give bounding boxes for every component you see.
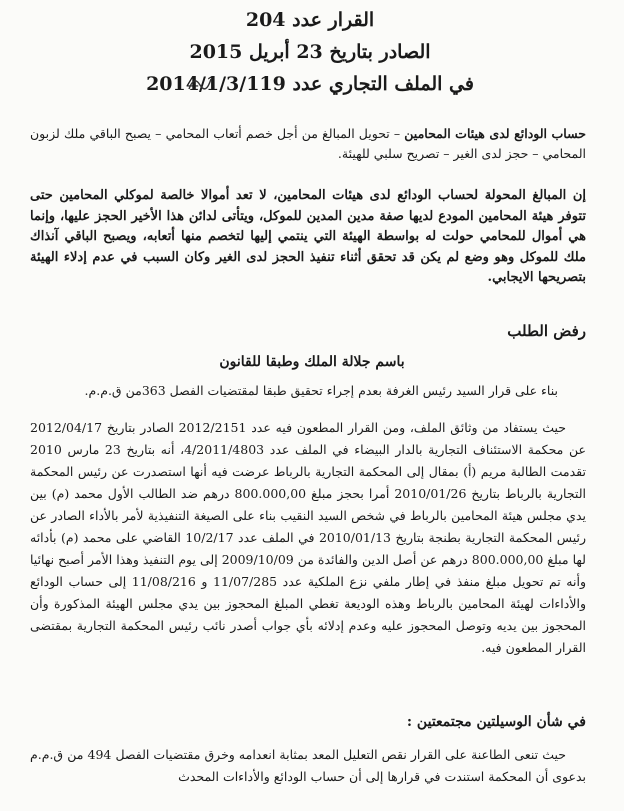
decision-date: الصادر بتاريخ 23 أبريل 2015 xyxy=(189,41,431,63)
case-number: في الملف التجاري عدد 2014/1/3/119 xyxy=(146,73,474,95)
summary-keywords xyxy=(30,124,586,164)
summary-bold: حساب الودائع لدى هيئات المحامين xyxy=(404,126,586,141)
paragraph-1: بناء على قرار السيد رئيس الغرفة بعدم إجراء تحقيق طبقا لمقتضيات الفصل 363من ق.م.م. xyxy=(84,383,558,398)
summary-rest: – تحويل المبالغ من أجل خصم أتعاب المحامي – يصبح الباقي ملك لزبون المحامي – حجز لدى الغير – تصريح سلبي للهيئة. xyxy=(30,126,586,161)
paragraph-3: حيث تنعى الطاعنة على القرار نقص التعليل المعد بمثابة انعدامه وخرق مقتضيات الفصل 494 من ق.م.م بدعوى أن المحكمة استندت في قرارها إلى أن حساب الودائع والأداءات المحدث xyxy=(30,747,586,784)
handwritten-mark-icon xyxy=(186,71,214,97)
decision-outcome: رفض الطلب xyxy=(507,322,586,340)
royal-invocation: باسم جلالة الملك وطبقا للقانون xyxy=(219,354,405,370)
decision-number: القرار عدد 204 xyxy=(245,9,375,31)
paragraph-2: حيث يستفاد من وثائق الملف، ومن القرار المطعون فيه عدد 2012/2151 الصادر بتاريخ 2012/04/17 عن محكمة الاستئناف التجارية بالدار البيضاء في الملف عدد 4/2011/4803، أنه بتاريخ 23 مارس 2010 تقدمت الطالبة مريم (أ) بمقال إلى المحكمة التجارية بالرباط عرضت فيه أنها استصدرت عن رئيس المحكمة التجارية بالرباط بتاريخ 2010/01/26 أمرا بحجز مبلغ 800.000,00 درهم ضد الطالب الأول محمد (م) بين يدي مجلس هيئة المحامين بالرباط في شخص السيد النقيب بناء على الصيغة التنفيذية لأمر بالأداء الصادر عن رئيس المحكمة التجارية بطنجة بتاريخ 2010/01/13 في الملف عدد 10/2/17 القاضي على محمد (م) بأدائه لها مبلغ 800.000,00 درهم عن أصل الدين والفائدة من 2009/10/09 إلى يوم التنفيذ وهذا الأمر أصبح نهائيا وأنه تم تحويل مبلغ منفذ في إطار ملفي نزع الملكية عدد 11/07/285 و 11/08/216 إلى حساب الودائع والأداءات لهيئة المحامين بالرباط وهذه الوديعة تغطي المبلغ المحجوز بين يدي مجلس الهيئة المذكورة وأن المحجوز بين يديه وتوصل المحجوز عليه وعدم إدلائه بأي جواب أصدر نائب رئيس المحكمة التجارية بمقتضى القرار المطعون فيه. xyxy=(30,420,587,655)
section-heading: في شأن الوسيلتين مجتمعتين : xyxy=(406,714,586,730)
legal-principle: إن المبالغ المحولة لحساب الودائع لدى هيئات المحامين، لا تعد أموالا خالصة لموكلي المحامين حتى تتوفر هيئة المحامين المودع لديها صفة مدين المدين للموكل، ويتأتى لدائن هذا الأخير الحجز عليها، وإنما هي أموال للمحامي حولت له بواسطة الهيئة التي ينتمي إليها لتخصم منها أتعابه، ويصبح الباقي آنذاك ملك للموكل وهو وضع لم يكن قد تحقق أثناء تنفيذ الحجز لدى الغير وكان السبب في عدم إدلاء الهيئة بتصريحها الايجابي. xyxy=(30,188,586,285)
